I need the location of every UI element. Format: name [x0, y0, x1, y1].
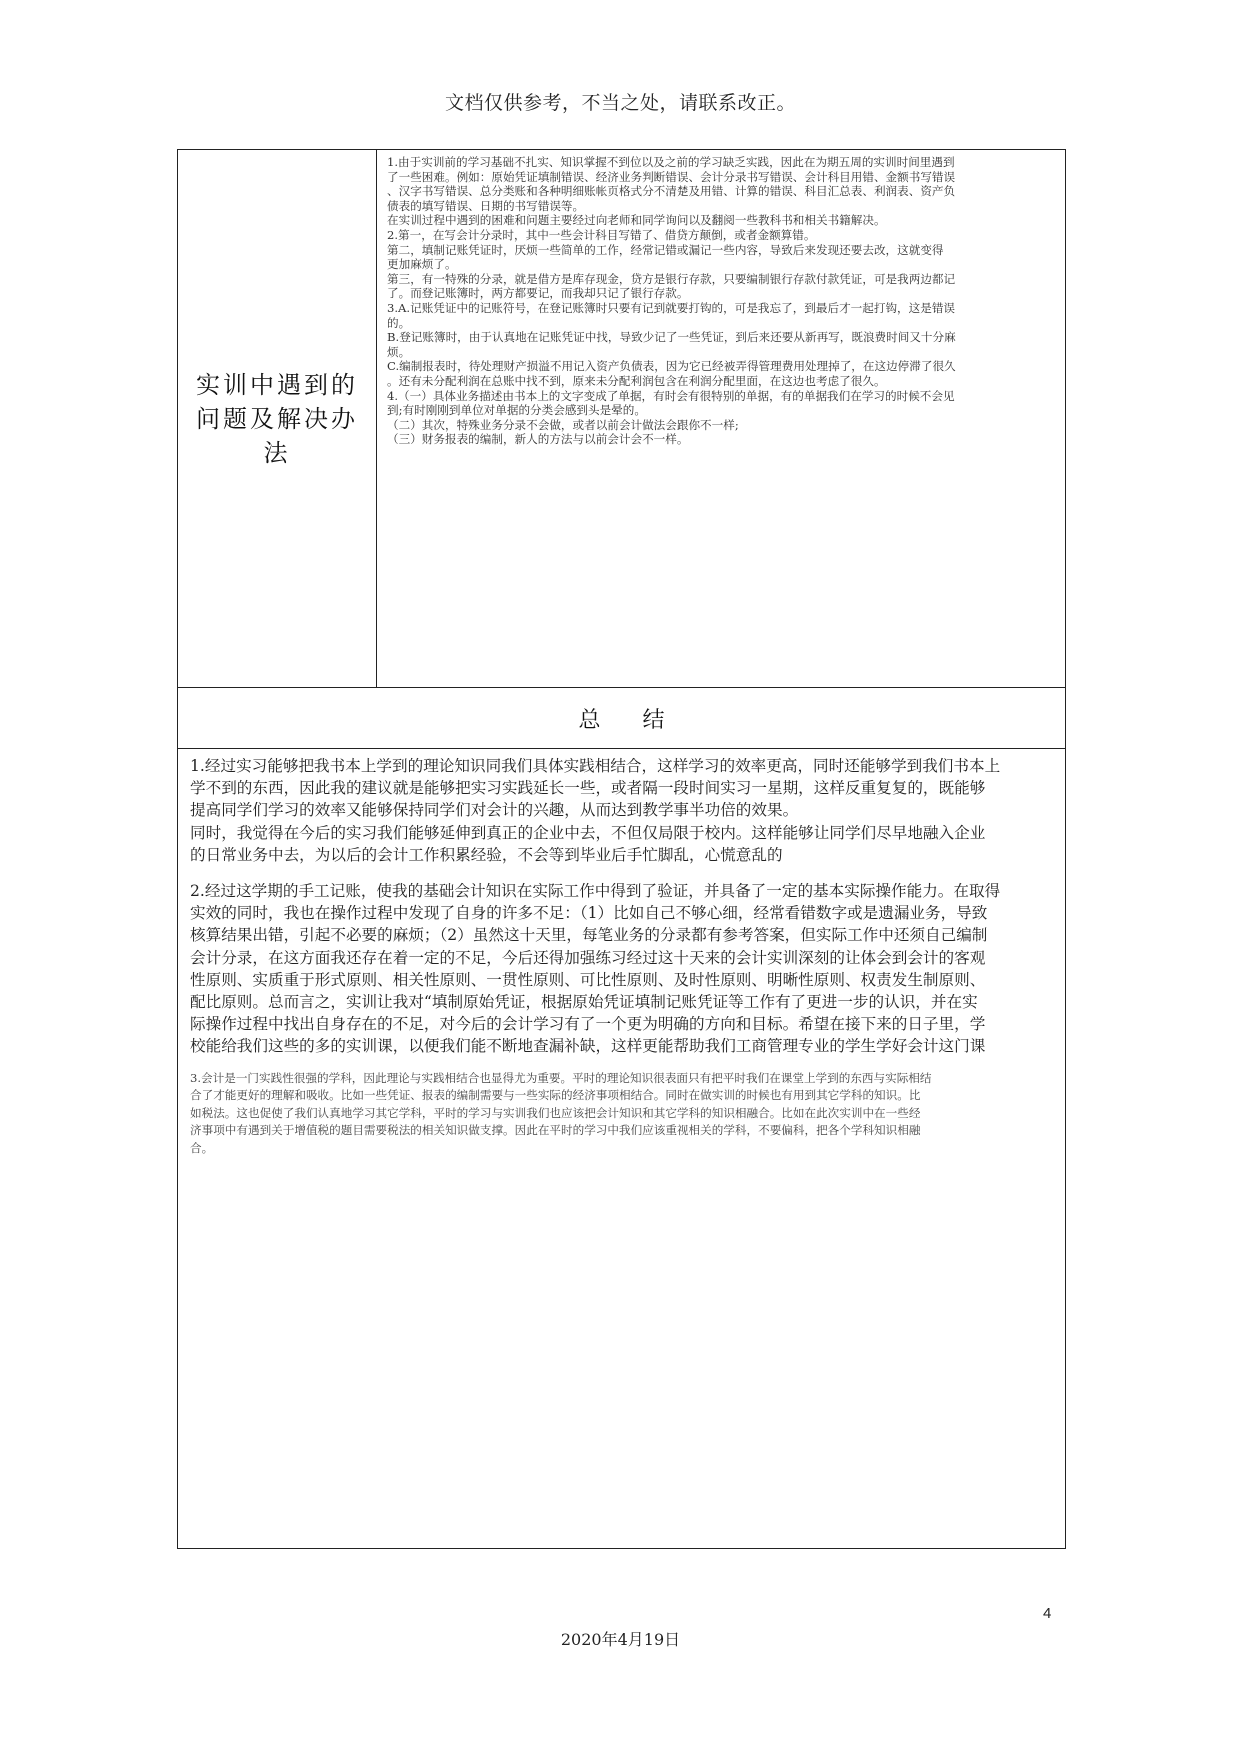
- problem-line: 了。而登记账簿时，两方都要记，而我却只记了银行存款。: [387, 286, 689, 301]
- problem-line: 债表的填写错误、日期的书写错误等。: [387, 198, 585, 213]
- header-disclaimer: 文档仅供参考，不当之处，请联系改正。: [444, 92, 796, 114]
- problems-row: [178, 150, 1065, 688]
- summary-line: 2.经过这学期的手工记账，使我的基础会计知识在实际工作中得到了验证，并具备了一定的基本实际操作能力。在取得: [190, 882, 1001, 901]
- page-number: 4: [1043, 1605, 1052, 1622]
- problem-line: 更加麻烦了。: [387, 257, 457, 272]
- problem-line: 了一些困难。例如：原始凭证填制错误、经济业务判断错误、会计分录书写错误、会计科目用错、金额书写错误: [387, 169, 956, 184]
- problem-line: 到;有时刚刚到单位对单据的分类会感到头是晕的。: [387, 403, 646, 418]
- problem-line: 。还有未分配利润在总账中找不到，原来未分配利润包含在利润分配里面，在这边也考虑了很久。: [387, 373, 886, 388]
- summary-title: 总结: [578, 707, 707, 733]
- summary-line: 济事项中有遇到关于增值税的题目需要税法的相关知识做支撑。因此在平时的学习中我们应该重视相关的学科，不要偏科，把各个学科知识相融: [190, 1123, 921, 1138]
- summary-line: 的日常业务中去，为以后的会计工作积累经验，不会等到毕业后手忙脚乱，心慌意乱的: [190, 845, 783, 864]
- summary-content-cell: [178, 749, 1065, 1548]
- problem-line: 第二，填制记账凭证时，厌烦一些简单的工作，经常记错或漏记一些内容，导致后来发现还要去改，这就变得: [387, 242, 944, 257]
- summary-line: 提高同学们学习的效率又能够保持同学们对会计的兴趣，从而达到教学事半功倍的效果。: [190, 801, 799, 820]
- problem-line: 第三，有一特殊的分录，就是借方是库存现金，贷方是银行存款，只要编制银行存款付款凭证，可是我两边都记: [387, 271, 956, 286]
- summary-line: 校能给我们这些的多的实训课，以便我们能不断地查漏补缺，这样更能帮助我们工商管理专业的学生学好会计这门课: [190, 1037, 986, 1056]
- problem-line: C.编制报表时，待处理财产损溢不用记入资产负债表，因为它已经被弄得管理费用处理掉了，在这边停滞了很久: [387, 359, 956, 374]
- summary-line: 合了才能更好的理解和吸收。比如一些凭证、报表的编制需要与一些实际的经济事项相结合。同时在做实训的时候也有用到其它学科的知识。比: [190, 1088, 921, 1103]
- summary-line: 1.经过实习能够把我书本上学到的理论知识同我们具体实践相结合，这样学习的效率更高，同时还能够学到我们书本上: [190, 757, 1001, 775]
- problems-content-cell: [377, 150, 1065, 687]
- problems-label: 实训中遇到的问题及解决办法: [196, 370, 358, 467]
- summary-line: 学不到的东西，因此我的建议就是能够把实习实践延长一些，或者隔一段时间实习一星期，这样反重复复的，既能够: [190, 779, 986, 798]
- summary-line: 如税法。这也促使了我们认真地学习其它学科，平时的学习与实训我们也应该把会计知识和其它学科的知识相融合。比如在此次实训中在一些经: [190, 1105, 921, 1120]
- problem-line: （二）其次，特殊业务分录不会做，或者以前会计做法会跟你不一样;: [387, 417, 739, 432]
- problem-line: B.登记账簿时，由于认真地在记账凭证中找，导致少记了一些凭证，到后来还要从新再写，既浪费时间又十分麻: [387, 330, 956, 345]
- summary-line: 会计分录，在这方面我还存在着一定的不足，今后还得加强练习经过这十天来的会计实训深刻的让体会到会计的客观: [190, 948, 986, 967]
- summary-paragraph-2: [190, 880, 1055, 1058]
- problem-line: 、汉字书写错误、总分类账和各种明细账帐页格式分不清楚及用错、计算的错误、科目汇总表、利润表、资产负: [387, 184, 956, 199]
- problem-line: 2.第一，在写会计分录时，其中一些会计科目写错了、借贷方颠倒，或者金额算错。: [387, 227, 816, 242]
- footer-date: 2020年4月19日: [560, 1630, 681, 1649]
- summary-line: 性原则、实质重于形式原则、相关性原则、一贯性原则、可比性原则、及时性原则、明晰性原则、权责发生制原则、: [190, 970, 986, 989]
- report-form-table: [177, 149, 1066, 1549]
- summary-line: 合。: [190, 1140, 214, 1155]
- problem-line: 1.由于实训前的学习基础不扎实、知识掌握不到位以及之前的学习缺乏实践，因此在为期五周的实训时间里遇到: [387, 155, 955, 169]
- summary-heading-row: [178, 688, 1065, 749]
- summary-line: 同时，我觉得在今后的实习我们能够延伸到真正的企业中去，不但仅局限于校内。这样能够让同学们尽早地融入企业: [190, 823, 986, 842]
- summary-line: 3.会计是一门实践性很强的学科，因此理论与实践相结合也显得尤为重要。平时的理论知识很表面只有把平时我们在课堂上学到的东西与实际相结: [190, 1070, 932, 1085]
- problem-line: （三）财务报表的编制，新人的方法与以前会计会不一样。: [387, 432, 689, 447]
- summary-paragraph-1: [190, 755, 1055, 866]
- problem-line: 4.（一）具体业务描述由书本上的文字变成了单据，有时会有很特别的单据，有的单据我们在学习的时候不会见: [387, 388, 955, 403]
- summary-line: 际操作过程中找出自身存在的不足，对今后的会计学习有了一个更为明确的方向和目标。希望在接下来的日子里，学: [190, 1015, 986, 1034]
- problem-line: 烦。: [387, 344, 411, 359]
- summary-line: 核算结果出错，引起不必要的麻烦；（2）虽然这十天里，每笔业务的分录都有参考答案，但实际工作中还须自己编制: [190, 926, 988, 945]
- summary-line: 配比原则。总而言之，实训让我对“填制原始凭证，根据原始凭证填制记账凭证等工作有了更进一步的认识，并在实: [190, 993, 978, 1012]
- problem-line: 3.A.记账凭证中的记账符号，在登记账簿时只要有记到就要打钩的，可是我忘了，到最后才一起打钩，这是错误: [387, 300, 956, 315]
- problem-line: 在实训过程中遇到的困难和问题主要经过向老师和同学询问以及翻阅一些教科书和相关书籍解决。: [387, 213, 886, 228]
- summary-paragraph-3: [190, 1070, 1055, 1158]
- problems-label-cell: [178, 150, 377, 687]
- summary-line: 实效的同时，我也在操作过程中发现了自身的许多不足：（1）比如自己不够心细，经常看错数字或是遗漏业务，导致: [190, 904, 988, 923]
- problem-line: 的。: [387, 315, 411, 330]
